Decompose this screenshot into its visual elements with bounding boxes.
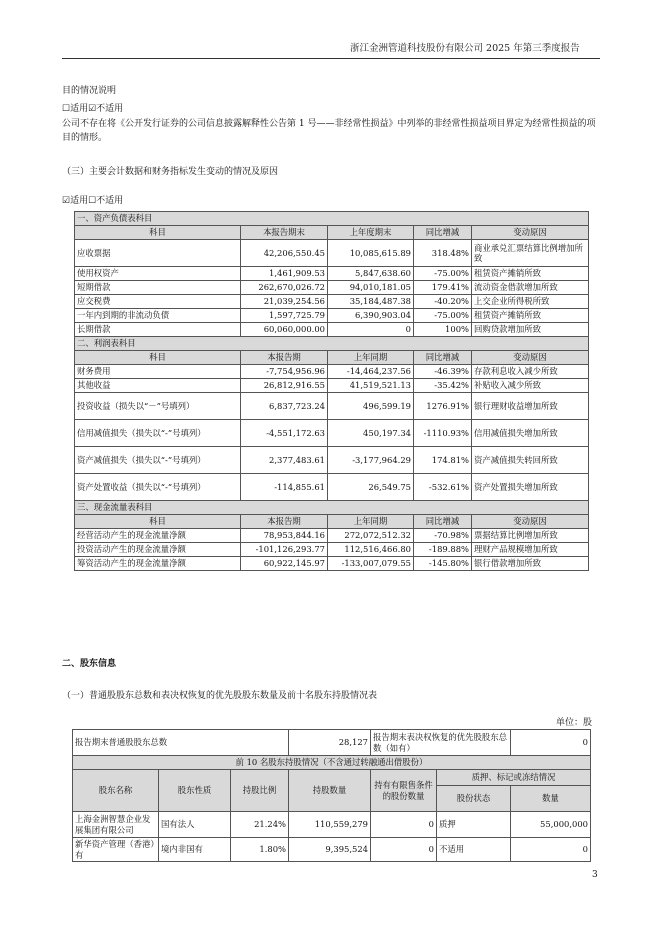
balance-sheet-header-previous: 上年度期末 bbox=[328, 226, 414, 240]
income-statement-row bbox=[75, 447, 589, 474]
cash-flow-cell-item: 筹资活动产生的现金流量净额 bbox=[75, 557, 241, 571]
shareholder-ratio: 1.80% bbox=[231, 838, 289, 862]
pref-holders-value: 0 bbox=[511, 730, 591, 756]
page-number: 3 bbox=[592, 870, 598, 880]
shareholder-qty: 110,559,279 bbox=[289, 812, 371, 838]
balance-sheet-cell-current: 1,597,725.79 bbox=[241, 309, 328, 323]
balance-sheet-cell-change: 179.41% bbox=[414, 281, 472, 295]
shareholder-nature: 境内非国有 bbox=[159, 838, 231, 862]
cash-flow-cell-change: -189.88% bbox=[414, 543, 472, 557]
col-status-header: 股份状态 bbox=[437, 786, 511, 812]
shareholder-name: 上海金洲智慧企业发展集团有限公司 bbox=[73, 812, 159, 838]
balance-sheet-cell-item: 应交税费 bbox=[75, 295, 241, 309]
shareholder-status: 不适用 bbox=[437, 838, 511, 862]
income-statement-cell-previous: 26,549.75 bbox=[328, 474, 414, 501]
cash-flow-cell-item: 经营活动产生的现金流量净额 bbox=[75, 529, 241, 543]
balance-sheet-cell-item: 使用权资产 bbox=[75, 267, 241, 281]
shareholders-subtitle: （一）普通股股东总数和表决权恢复的优先股股东数量及前十名股东持股情况表 bbox=[62, 691, 378, 701]
income-statement-row bbox=[75, 365, 589, 379]
cash-flow-cell-previous: -133,007,079.55 bbox=[328, 557, 414, 571]
balance-sheet-header-current: 本报告期末 bbox=[241, 226, 328, 240]
income-statement-cell-item: 投资收益（损失以“－”号填列） bbox=[75, 393, 241, 420]
income-statement-header-current: 本报告期 bbox=[241, 351, 328, 365]
cash-flow-cell-current: 60,922,145.97 bbox=[241, 557, 328, 571]
income-statement-cell-previous: 496,599.19 bbox=[328, 393, 414, 420]
section3-applicable: ☑适用☐不适用 bbox=[62, 196, 124, 206]
col-name-header: 股东名称 bbox=[73, 770, 159, 812]
col-ratio-header: 持股比例 bbox=[231, 770, 289, 812]
total-holders-value: 28,127 bbox=[289, 730, 371, 756]
balance-sheet-row bbox=[75, 309, 589, 323]
balance-sheet-cell-item: 短期借款 bbox=[75, 281, 241, 295]
balance-sheet-header-change: 同比增减 bbox=[414, 226, 472, 240]
balance-sheet-cell-current: 21,039,254.56 bbox=[241, 295, 328, 309]
shareholder-row bbox=[73, 812, 591, 838]
balance-sheet-cell-current: 262,670,026.72 bbox=[241, 281, 328, 295]
cash-flow-cell-reason: 理财产品规模增加所致 bbox=[472, 543, 589, 557]
income-statement-row bbox=[75, 393, 589, 420]
cash-flow-section-row bbox=[75, 501, 589, 515]
income-statement-header-item: 科目 bbox=[75, 351, 241, 365]
balance-sheet-cell-reason: 租赁资产摊销所致 bbox=[472, 309, 589, 323]
cash-flow-header-current: 本报告期 bbox=[241, 515, 328, 529]
income-statement-header-reason: 变动原因 bbox=[472, 351, 589, 365]
balance-sheet-cell-reason: 租赁资产摊销所致 bbox=[472, 267, 589, 281]
balance-sheet-cell-item: 应收票据 bbox=[75, 240, 241, 267]
cash-flow-header-row bbox=[75, 515, 589, 529]
balance-sheet-cell-reason: 回购贷款增加所致 bbox=[472, 323, 589, 337]
income-statement-cell-reason: 存款利息收入减少所致 bbox=[472, 365, 589, 379]
shareholder-count: 55,000,000 bbox=[511, 812, 591, 838]
top10-title: 前 10 名股东持股情况（不含通过转融通出借股份） bbox=[73, 756, 591, 770]
balance-sheet-cell-change: 318.48% bbox=[414, 240, 472, 267]
col-pledge-header: 质押、标记或冻结情况 bbox=[437, 770, 591, 786]
income-statement-cell-item: 其他收益 bbox=[75, 379, 241, 393]
balance-sheet-row bbox=[75, 240, 589, 267]
shareholders-table bbox=[72, 729, 591, 862]
income-statement-cell-item: 资产处置收益（损失以“-”号填列） bbox=[75, 474, 241, 501]
balance-sheet-cell-change: 100% bbox=[414, 323, 472, 337]
col-count-header: 数量 bbox=[511, 786, 591, 812]
page-header-title: 浙江金洲管道科技股份有限公司 2025 年第三季度报告 bbox=[350, 43, 580, 54]
income-statement-cell-reason: 资产处置损失增加所致 bbox=[472, 474, 589, 501]
cash-flow-header-change: 同比增减 bbox=[414, 515, 472, 529]
balance-sheet-cell-previous: 35,184,487.38 bbox=[328, 295, 414, 309]
income-statement-cell-previous: -3,177,964.29 bbox=[328, 447, 414, 474]
balance-sheet-cell-previous: 5,847,638.60 bbox=[328, 267, 414, 281]
col-qty-header: 持股数量 bbox=[289, 770, 371, 812]
balance-sheet-cell-previous: 94,010,181.05 bbox=[328, 281, 414, 295]
income-statement-row bbox=[75, 420, 589, 447]
shareholder-nature: 国有法人 bbox=[159, 812, 231, 838]
balance-sheet-cell-change: -40.20% bbox=[414, 295, 472, 309]
income-statement-cell-previous: 450,197.34 bbox=[328, 420, 414, 447]
shareholder-status: 质押 bbox=[437, 812, 511, 838]
cash-flow-row bbox=[75, 543, 589, 557]
balance-sheet-row bbox=[75, 323, 589, 337]
balance-sheet-cell-item: 一年内到期的非流动负债 bbox=[75, 309, 241, 323]
income-statement-header-change: 同比增减 bbox=[414, 351, 472, 365]
income-statement-cell-item: 资产减值损失（损失以“-”号填列） bbox=[75, 447, 241, 474]
cash-flow-cell-item: 投资活动产生的现金流量净额 bbox=[75, 543, 241, 557]
cash-flow-header-item: 科目 bbox=[75, 515, 241, 529]
income-statement-cell-current: 6,837,723.24 bbox=[241, 393, 328, 420]
balance-sheet-cell-reason: 上交企业所得税所致 bbox=[472, 295, 589, 309]
balance-sheet-cell-change: -75.00% bbox=[414, 267, 472, 281]
cash-flow-cell-change: -145.80% bbox=[414, 557, 472, 571]
balance-sheet-header-reason: 变动原因 bbox=[472, 226, 589, 240]
income-statement-cell-current: -4,551,172.63 bbox=[241, 420, 328, 447]
balance-sheet-cell-current: 42,206,550.45 bbox=[241, 240, 328, 267]
cash-flow-cell-reason: 银行借款增加所致 bbox=[472, 557, 589, 571]
balance-sheet-cell-previous: 10,085,615.89 bbox=[328, 240, 414, 267]
income-statement-cell-current: 2,377,483.61 bbox=[241, 447, 328, 474]
income-statement-cell-change: -1110.93% bbox=[414, 420, 472, 447]
income-statement-cell-current: -7,754,956.96 bbox=[241, 365, 328, 379]
balance-sheet-section-row bbox=[75, 212, 589, 226]
shareholder-restricted: 0 bbox=[371, 812, 437, 838]
income-statement-cell-item: 财务费用 bbox=[75, 365, 241, 379]
cash-flow-header-reason: 变动原因 bbox=[472, 515, 589, 529]
income-statement-cell-change: -35.42% bbox=[414, 379, 472, 393]
income-statement-cell-change: -532.61% bbox=[414, 474, 472, 501]
income-statement-cell-previous: 41,519,521.13 bbox=[328, 379, 414, 393]
cash-flow-cell-current: -101,126,293.77 bbox=[241, 543, 328, 557]
cash-flow-cell-previous: 112,516,466.80 bbox=[328, 543, 414, 557]
cash-flow-cell-current: 78,953,844.16 bbox=[241, 529, 328, 543]
income-statement-header-row bbox=[75, 351, 589, 365]
section3-title: （三）主要会计数据和财务指标发生变动的情况及原因 bbox=[62, 167, 279, 177]
cash-flow-header-previous: 上年同期 bbox=[328, 515, 414, 529]
income-statement-section-title: 二、利润表科目 bbox=[75, 337, 589, 351]
income-statement-cell-item: 信用减值损失（损失以“-”号填列） bbox=[75, 420, 241, 447]
shareholder-name: 新华资产管理（香港）有 bbox=[73, 838, 159, 862]
income-statement-row bbox=[75, 474, 589, 501]
balance-sheet-header-row bbox=[75, 226, 589, 240]
total-holders-label: 报告期末普通股股东总数 bbox=[73, 730, 289, 756]
header-rule bbox=[62, 58, 600, 59]
unit-label: 单位：股 bbox=[556, 718, 593, 728]
financial-changes-table bbox=[74, 211, 589, 571]
income-statement-cell-change: 174.81% bbox=[414, 447, 472, 474]
income-statement-cell-current: -114,855.61 bbox=[241, 474, 328, 501]
balance-sheet-row bbox=[75, 295, 589, 309]
income-statement-cell-previous: -14,464,237.56 bbox=[328, 365, 414, 379]
income-statement-cell-reason: 银行理财收益增加所致 bbox=[472, 393, 589, 420]
intro-paragraph: 公司不存在将《公开发行证券的公司信息披露解释性公告第 1 号——非经常性损益》中列举的非经常性损益项目界定为经常性损益的项目的情形。 bbox=[62, 119, 596, 143]
balance-sheet-cell-previous: 0 bbox=[328, 323, 414, 337]
shareholder-restricted: 0 bbox=[371, 838, 437, 862]
income-statement-cell-change: 1276.91% bbox=[414, 393, 472, 420]
balance-sheet-row bbox=[75, 281, 589, 295]
shareholder-row bbox=[73, 838, 591, 862]
shareholder-qty: 9,395,524 bbox=[289, 838, 371, 862]
balance-sheet-cell-current: 60,060,000.00 bbox=[241, 323, 328, 337]
balance-sheet-cell-item: 长期借款 bbox=[75, 323, 241, 337]
income-statement-cell-reason: 资产减值损失转回所致 bbox=[472, 447, 589, 474]
income-statement-cell-current: 26,812,916.55 bbox=[241, 379, 328, 393]
cash-flow-cell-reason: 票据结算比例增加所致 bbox=[472, 529, 589, 543]
balance-sheet-cell-previous: 6,390,903.04 bbox=[328, 309, 414, 323]
balance-sheet-cell-reason: 流动资金借款增加所致 bbox=[472, 281, 589, 295]
intro-line1: 目的情况说明 bbox=[62, 86, 117, 96]
intro-applicable: ☐适用☑不适用 bbox=[62, 104, 124, 114]
shareholder-ratio: 21.24% bbox=[231, 812, 289, 838]
cash-flow-cell-previous: 272,072,512.32 bbox=[328, 529, 414, 543]
balance-sheet-row bbox=[75, 267, 589, 281]
shareholders-title: 二、股东信息 bbox=[62, 659, 117, 669]
balance-sheet-cell-change: -75.00% bbox=[414, 309, 472, 323]
income-statement-cell-change: -46.39% bbox=[414, 365, 472, 379]
shareholder-count: 0 bbox=[511, 838, 591, 862]
balance-sheet-header-item: 科目 bbox=[75, 226, 241, 240]
cash-flow-section-title: 三、现金流量表科目 bbox=[75, 501, 589, 515]
cash-flow-row bbox=[75, 557, 589, 571]
col-restricted-header: 持有有限售条件的股份数量 bbox=[371, 770, 437, 812]
cash-flow-row bbox=[75, 529, 589, 543]
balance-sheet-section-title: 一、资产负债表科目 bbox=[75, 212, 589, 226]
col-nature-header: 股东性质 bbox=[159, 770, 231, 812]
balance-sheet-cell-current: 1,461,909.53 bbox=[241, 267, 328, 281]
income-statement-section-row bbox=[75, 337, 589, 351]
cash-flow-cell-change: -70.98% bbox=[414, 529, 472, 543]
balance-sheet-cell-reason: 商业承兑汇票结算比例增加所致 bbox=[472, 240, 589, 267]
income-statement-cell-reason: 信用减值损失增加所致 bbox=[472, 420, 589, 447]
income-statement-row bbox=[75, 379, 589, 393]
income-statement-cell-reason: 补贴收入减少所致 bbox=[472, 379, 589, 393]
income-statement-header-previous: 上年同期 bbox=[328, 351, 414, 365]
pref-holders-label: 报告期末表决权恢复的优先股股东总数（如有） bbox=[371, 730, 511, 756]
